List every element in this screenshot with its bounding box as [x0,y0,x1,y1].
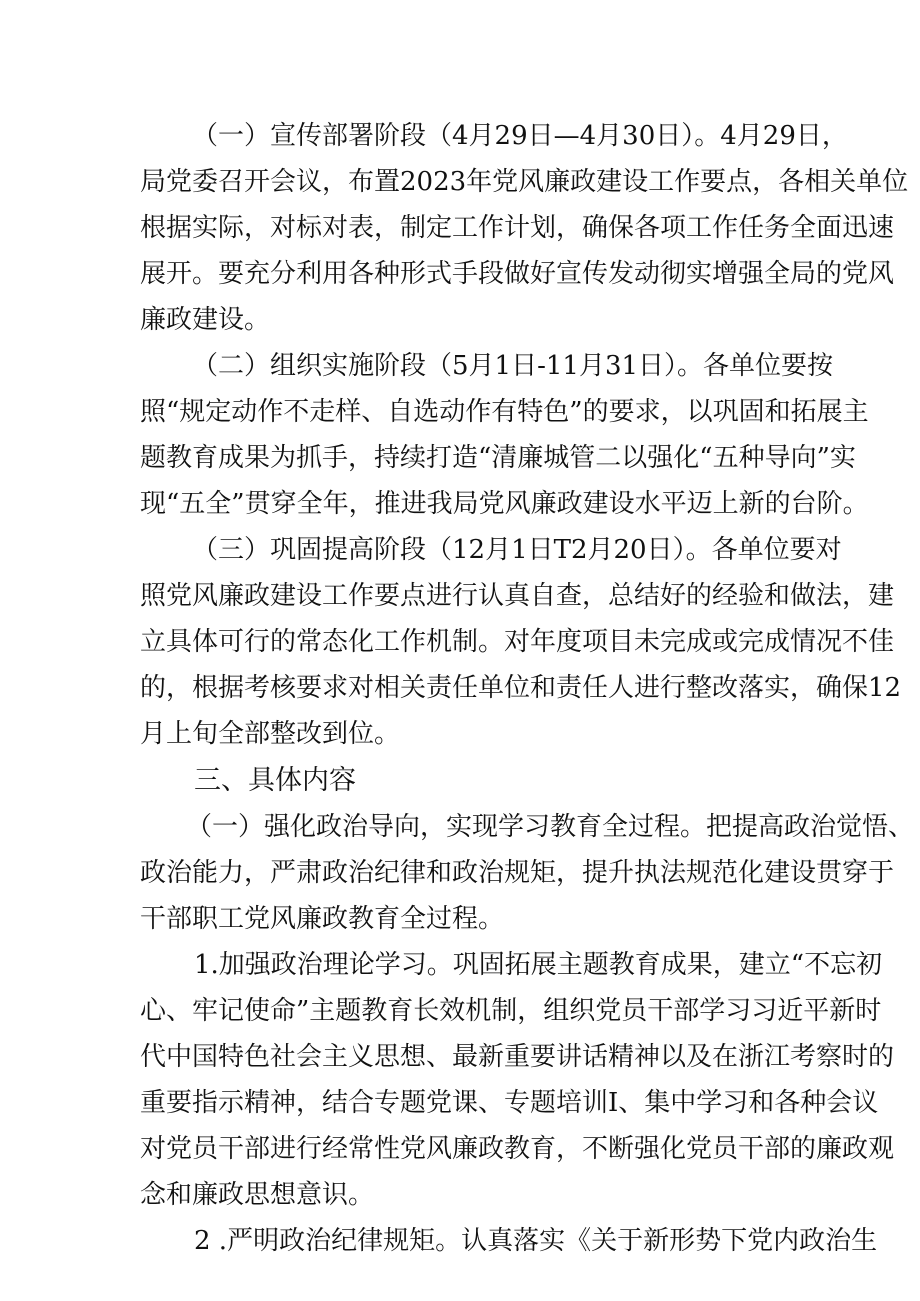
paragraph-line: 照党风廉政建设工作要点进行认真自查，总结好的经验和做法，建 [140,581,895,611]
paragraph-line: 2 .严明政治纪律规矩。认真落实《关于新形势下党内政治生 [194,1226,878,1256]
paragraph-line: 立具体可行的常态化工作机制。对年度项目未完成或完成情况不佳 [140,627,895,657]
paragraph-line: 干部职工党风廉政教育全过程。 [140,904,505,934]
paragraph-line: 对党员干部进行经常性党风廉政教育，不断强化党员干部的廉政观 [140,1134,895,1164]
paragraph-line: 重要指示精神，结合专题党课、专题培训I、集中学习和各种会议 [140,1088,879,1118]
paragraph-line: 廉政建设。 [140,305,271,335]
paragraph-line: 代中国特色社会主义思想、最新重要讲话精神以及在浙江考察时的 [140,1042,895,1072]
paragraph-line: 照“规定动作不走样、自选动作有特色”的要求，以巩固和拓展主 [140,397,869,427]
section-heading: 三、具体内容 [194,765,356,796]
paragraph-line: 题教育成果为抓手，持续打造“清廉城管二以强化“五种导向”实 [140,443,856,473]
paragraph-line: 心、牢记使命”主题教育长效机制，组织党员干部学习习近平新时 [140,996,882,1026]
paragraph-line: 念和廉政思想意识。 [140,1180,375,1210]
paragraph-line: （三）巩固提高阶段（12月1日T2月20日）。各单位要对 [192,535,842,565]
paragraph-line: 月上旬全部整改到位。 [140,719,401,749]
paragraph-line: 的，根据考核要求对相关责任单位和责任人进行整改落实，确保12 [140,673,902,703]
paragraph-line: 展开。要充分利用各种形式手段做好宣传发动彻实增强全局的党风 [140,259,895,289]
paragraph-line: 根据实际，对标对表，制定工作计划，确保各项工作任务全面迅速 [140,213,895,243]
paragraph-line: （一）宣传部署阶段（4月29日—4月30日）。4月29日， [192,121,848,151]
paragraph-line: 政治能力，严肃政治纪律和政治规矩，提升执法规范化建设贯穿于 [140,858,895,888]
paragraph-line: 1.加强政治理论学习。巩固拓展主题教育成果，建立“不忘初 [194,950,883,980]
paragraph-line: （二）组织实施阶段（5月1日-11月31日）。各单位要按 [192,351,834,381]
paragraph-line: 现“五全”贯穿全年，推进我局党风廉政建设水平迈上新的台阶。 [140,489,869,519]
paragraph-line: （一）强化政治导向，实现学习教育全过程。把提高政治觉悟、 [186,812,915,842]
paragraph-line: 局党委召开会议，布置2023年党风廉政建设工作要点，各相关单位 [140,167,909,197]
